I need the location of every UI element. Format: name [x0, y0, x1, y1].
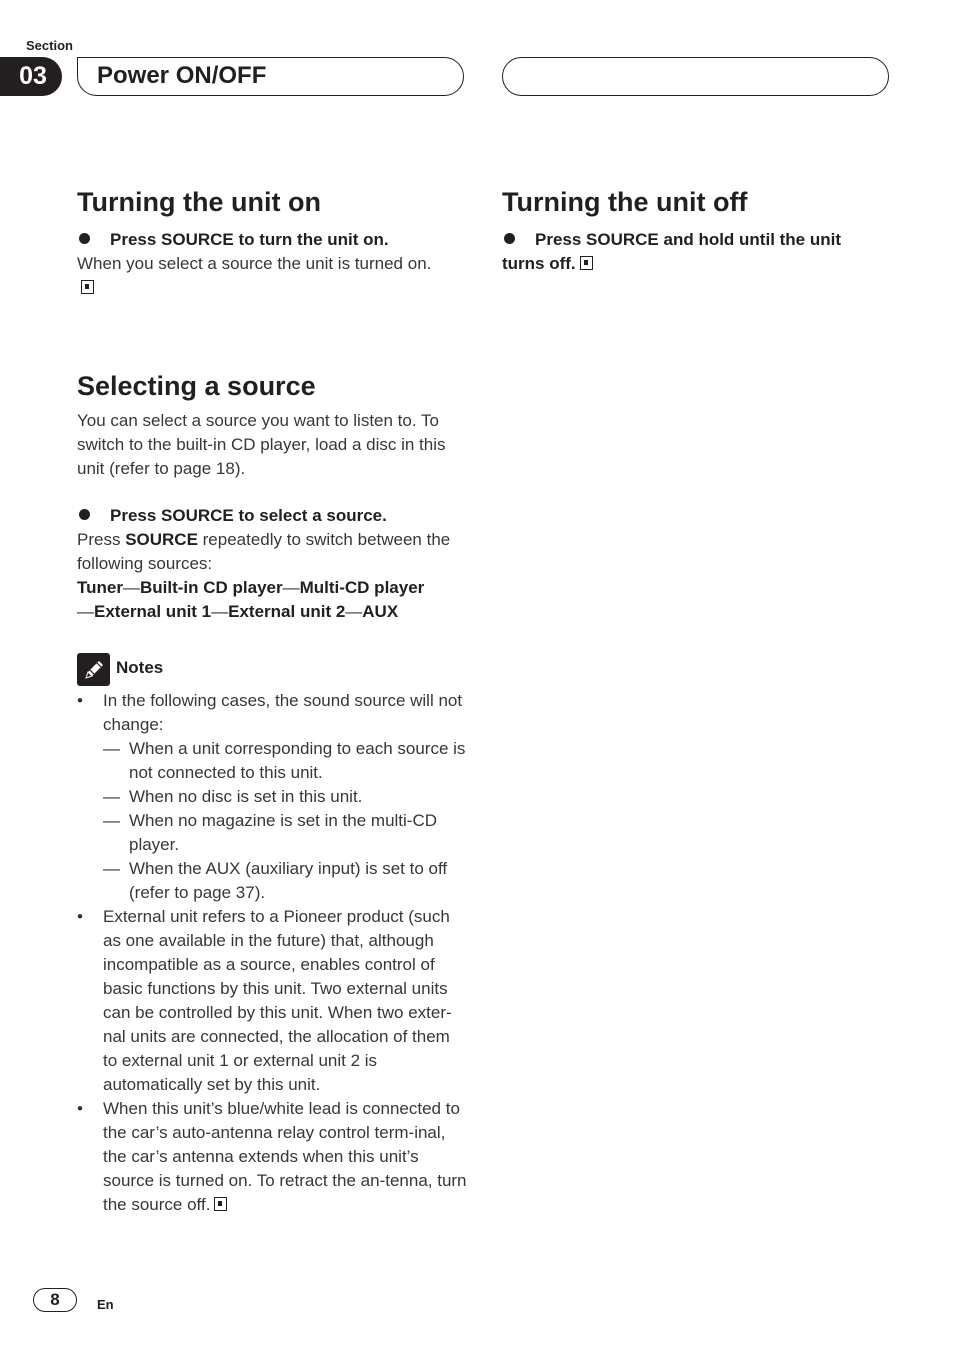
note-sub-item: — When no disc is set in this unit.: [103, 785, 467, 809]
source-builtin-cd: Built-in CD player: [139, 578, 283, 597]
source-tuner: Tuner: [77, 578, 123, 597]
source-external-2: External unit 2: [228, 602, 346, 621]
note-sublist: [103, 737, 467, 905]
note-item: [77, 1097, 467, 1217]
selecting-body: [77, 528, 457, 576]
source-multi-cd: Multi-CD player: [299, 578, 425, 597]
note-sub-item: — When no magazine is set in the multi-CD player.: [103, 809, 467, 857]
note-text: In the following cases, the sound source will not change:: [103, 691, 463, 734]
source-sequence: [77, 576, 469, 624]
body-prefix: Press: [77, 530, 126, 549]
separator: —: [282, 578, 300, 597]
selecting-intro: You can select a source you want to listen to. To switch to the built-in CD player, load a disc in this unit (refer to page 18).: [77, 411, 446, 478]
pencil-icon: [77, 653, 110, 686]
selecting-step: [77, 504, 467, 528]
end-mark-icon: [580, 256, 593, 270]
note-item: [77, 689, 467, 905]
section-title: Power ON/OFF: [97, 62, 267, 89]
language-label: En: [97, 1297, 114, 1312]
body-bold-source: SOURCE: [125, 530, 198, 549]
separator: —: [122, 578, 140, 597]
note-item: • External unit refers to a Pioneer product (such as one available in the future) that, although incompatible as a source, enables control of basic functions by this unit. Two external units can be controlled by this unit. When two exter-nal units are connected, the allocation of them to external unit 1 or external unit 2 is automatically set by this unit.: [77, 905, 467, 1097]
section-label: Section: [26, 38, 73, 53]
note-text: When this unit’s blue/white lead is connected to the car’s auto-antenna relay control term-inal, the car’s antenna extends when this unit’s source is turned on. To retract the an-tenna, turn the source off.: [103, 1099, 467, 1214]
notes-list: [77, 689, 467, 1217]
section-number-badge: 03: [0, 57, 62, 96]
bullet-icon: [79, 233, 90, 244]
right-header-frame: [502, 57, 889, 96]
turning-on-body-text: When you select a source the unit is turned on.: [77, 254, 432, 273]
selecting-heading: Selecting a source: [77, 371, 316, 401]
source-external-1: External unit 1: [94, 602, 212, 621]
separator: —: [211, 602, 229, 621]
turning-off-heading: Turning the unit off: [502, 187, 748, 217]
notes-label: Notes: [116, 658, 164, 677]
separator: —: [345, 602, 363, 621]
note-sub-item: — When the AUX (auxiliary input) is set to off (refer to page 37).: [103, 857, 467, 905]
separator: —: [77, 602, 94, 621]
body-suffix: repeatedly to switch between the following sources:: [77, 530, 451, 573]
end-mark-icon: [214, 1197, 227, 1211]
page-number: 8: [33, 1288, 77, 1312]
end-mark-icon: [81, 280, 94, 294]
bullet-icon: [504, 233, 515, 244]
turning-on-body: [77, 252, 447, 300]
bullet-icon: [79, 509, 90, 520]
selecting-step-text: Press SOURCE to select a source.: [110, 506, 387, 525]
note-sub-item: — When a unit corresponding to each source is not connected to this unit.: [103, 737, 467, 785]
turning-off-step-text: Press SOURCE and hold until the unit turns off.: [502, 230, 842, 273]
turning-off-step: [502, 228, 882, 276]
turning-on-step-text: Press SOURCE to turn the unit on.: [110, 230, 389, 249]
turning-on-step: [77, 228, 467, 252]
turning-on-heading: Turning the unit on: [77, 187, 321, 217]
source-aux: AUX: [362, 602, 399, 621]
